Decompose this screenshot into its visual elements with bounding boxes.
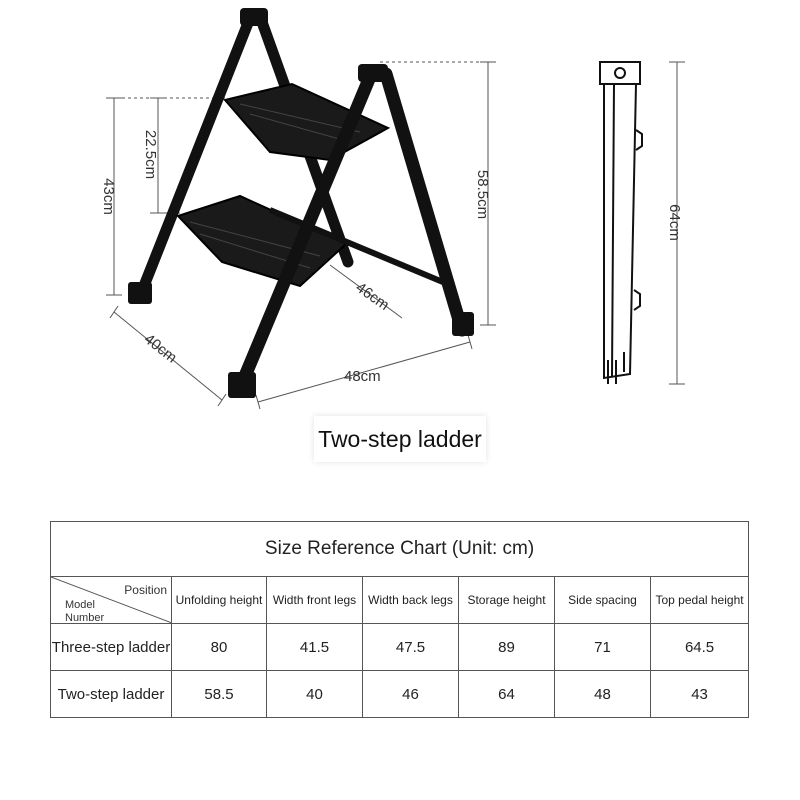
dim-step-gap: 22.5cm: [142, 129, 160, 180]
table-cell: 47.5: [363, 624, 459, 671]
size-reference-table: [50, 521, 749, 718]
table-cell: 46: [363, 671, 459, 718]
dim-folded-64: 64cm: [665, 204, 683, 241]
column-header: Top pedal height: [651, 577, 749, 624]
corner-position-label: Position: [124, 583, 167, 597]
table-cell: 64: [459, 671, 555, 718]
dim-height-58-5: 58.5cm: [474, 169, 492, 220]
column-header: Width back legs: [363, 577, 459, 624]
table-row: [51, 671, 749, 718]
table-row: [51, 624, 749, 671]
table-cell: 58.5: [172, 671, 267, 718]
dim-height-43: 43cm: [99, 178, 117, 215]
dim-leg-46: 46cm: [352, 279, 393, 314]
dim-depth-40: 40cm: [140, 330, 181, 367]
table-cell: 71: [555, 624, 651, 671]
column-header: Storage height: [459, 577, 555, 624]
figure-caption: Two-step ladder: [314, 416, 486, 462]
corner-model-label: Model Number: [65, 599, 105, 624]
table-cell: 80: [172, 624, 267, 671]
table-cell: 64.5: [651, 624, 749, 671]
corner-cell: [51, 577, 172, 624]
dim-width-48: 48cm: [344, 368, 381, 385]
row-model-name: Three-step ladder: [51, 624, 172, 671]
table-title: Size Reference Chart (Unit: cm): [51, 522, 749, 577]
row-model-name: Two-step ladder: [51, 671, 172, 718]
table-cell: 48: [555, 671, 651, 718]
table-cell: 40: [267, 671, 363, 718]
column-header: Unfolding height: [172, 577, 267, 624]
table-cell: 41.5: [267, 624, 363, 671]
table-header-row: [51, 577, 749, 624]
table-cell: 43: [651, 671, 749, 718]
table-cell: 89: [459, 624, 555, 671]
column-header: Width front legs: [267, 577, 363, 624]
column-header: Side spacing: [555, 577, 651, 624]
